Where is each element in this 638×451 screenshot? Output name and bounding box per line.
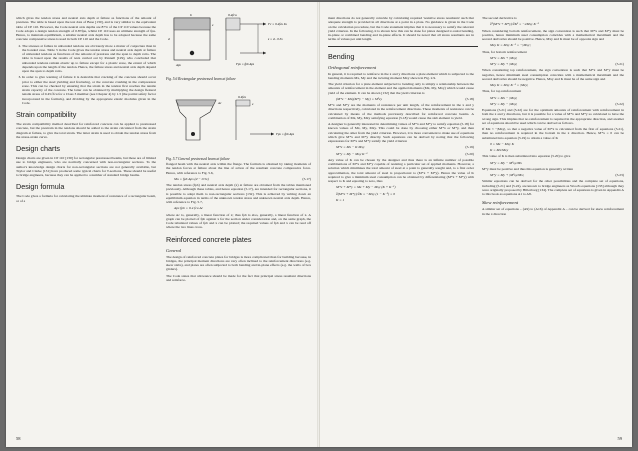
label-fps: Fps = fpb Aps xyxy=(236,62,255,66)
paragraph: ment directions do not generally coincide by calculating required 'resistive stress resultants' such that adequate strength is provided in all directions at a point in a plate. No guidance is given in the Code on the calculation procedure, but the Code statement implies that it is necessary to satisfy the relevant yield criterion. In the following, it is shown how this can be done for plates designed to resist bending, in-plane or combined bending and in-plane effects. It should be noted that all stress resultants are in terms of values per unit length. xyxy=(328,16,474,42)
paragraph: A similar set of equations – (A9) to (A16) of Appendix A – can be derived for skew reinforcement in the x direction xyxy=(482,207,624,216)
paragraph: The design of reinforced concrete plates for bridges is more complicated than for building because, in bridges, the principal moment directions are very often inclined to the reinforcement directions (e.g. skew slabs), and plates are often subjected to both bending and in-plane effects (e.g. the walls of box girders). xyxy=(166,254,311,272)
section-heading: Reinforced concrete plates xyxy=(166,234,252,244)
divider xyxy=(328,46,478,47)
equation: M*x = Mx − |Mxy| xyxy=(490,95,518,100)
figure-5-7 xyxy=(166,94,311,161)
label-b: b xyxy=(190,13,192,17)
left-column-1 xyxy=(16,16,156,205)
equation-5-17: Mu = fpb Aps (d − 0.5x) (5.17) xyxy=(174,176,311,181)
label-x: x xyxy=(212,23,214,27)
paragraph: Similar equations can be derived for the other possibilities and the complete set of equations, including (5.21) and (5.22), are known to bridge engineers as Wood's equations [133] although they were originally proposed by Hillerborg [134]. The complete set of equations is given in Appendix A to this book as equations A1 to A8. xyxy=(482,179,624,196)
section-heading: Bending xyxy=(328,51,355,61)
equation-5-20: M*y = My − Mxy K⁻¹ (5.20) xyxy=(336,151,474,156)
paragraph: Design charts are given in CP 110 [130] for rectangular prestressed beams, but these are of limited use to bridge engineers, who are normally concerned with non-rectangular sections. To the author's knowledge design charts for non-rectangular sections are not generally available, but Taylor and Clarke [131] have produced some typical charts for T-sections. These should be useful to bridge engineers, because they can be applied to a number of standard bridge beams. xyxy=(16,156,156,177)
figure-5-6 xyxy=(166,10,311,81)
paragraph: The yield criterion for a plate element subjected to bending only is simply a relationship between the amounts of reinforcement in the element and the applied moments (Mx, My, Mxy) which would cause yield of the element. It can be shown [132] that the yield criterion is xyxy=(328,82,474,95)
list-item: 3. In order to give warning of failure it is desirable that cracking of the concrete should occur prior to either the steel yielding and fracturing, or the concrete crushing in the compression zone. This can be checked by ensuring that the strain in the tendon first reaches the tensile strain capacity of the concrete. The latter can be obtained by multiplying the design flexural tensile stress of 0.45√fcu for a Class 3 member (see Chapter 4) by 1.5 (the partial safety factor incorporated in the formula), and dividing by the appropriate elastic modulus given in the Code. xyxy=(22,75,156,105)
label-x: x xyxy=(252,102,254,106)
label-fps: Fps = fpb Aps xyxy=(276,132,295,136)
paragraph: The tendon stress (fpb) and neutral axis depth (x) at failure are obtained from the tables mentioned previously. Although these tables, and hence equation (5.17), are intended for rectangular sections, it is possible to adapt them to non-rectangular sections [132]. This is achieved by writing down an equilibrium equation in terms of the unknown tendon stress and unknown neutral axis depth. Hence, with reference to Fig. 5.7, xyxy=(166,183,311,204)
equation: ∂²(M*x + M*y)/∂K² = −2Mxy K⁻³ xyxy=(490,22,539,27)
label-stress: 0.4fcu xyxy=(238,95,247,99)
equation: Mxy K = Mxy K⁻¹ = −|Mxy| xyxy=(490,43,531,48)
label-fc: Fc = 0.4fcu bx xyxy=(268,22,287,26)
numbered-list xyxy=(16,44,156,106)
paragraph: The Code gives a formula for calculating the ultimate moment of resistance of a rectangular beam, or of a xyxy=(16,194,156,203)
paragraph: Any value of K can be chosen by the designer and thus there is an infinite number of possible combinations of M*x and M*y capable of resisting a particular set of applied moments. However, a solution which minimises the total amount of steel at a point is generally sought and, to a first order approximation, the total amount of steel is proportional to (M*x + M*y). Hence the value of K required to give a minimum steel consumption can be obtained by differentiating (M*x + M*y) with respect to K and equating to zero, thus xyxy=(328,157,474,183)
label-z: z = d - 0.5x xyxy=(268,37,283,41)
equation: M*y = My − M²xy/Mx xyxy=(490,160,522,165)
page-number: 58 xyxy=(16,436,21,441)
equation: ∂(M*x + M*y)/∂K = −Mxy (1 − K⁻²) = 0 xyxy=(336,191,396,196)
equation-5-23: M*y = My + |M²xy/Mx| (5.23) xyxy=(490,173,624,177)
equation: Aps fpb = 0.4 fcu Ac xyxy=(174,206,204,211)
equation-5-19: M*x = Mx − K Mxy (5.19) xyxy=(336,145,474,150)
equation-5-18: (M*x − Mx)(M*y − My) = M²xy (5.18) xyxy=(336,96,474,101)
left-column-2 xyxy=(166,162,311,284)
paragraph: This value of K is then substituted into equation (5.20) to give xyxy=(482,154,571,159)
paragraph: Equations (5.21) and (5.22) are for the optimum amounts of reinforcement with reinforcement in both the x and y directions, but it is possible for a value of M*x and M*y so calculated to have the wrong sign. This implies that no reinforcement is required in the appropriate direction, and another set of equations should be used which can be derived as follows. xyxy=(482,108,624,125)
paragraph: M*y must be positive and thus this equation is generally written xyxy=(482,166,574,171)
paragraph: Thus, for top reinforcement xyxy=(482,89,522,94)
paragraph: A designer is generally interested in determining values of M*x and M*y to satisfy equation (5.18) for known values of Mx, My, Mxy. This could be done by choosing either M*x or M*y, and then calculating the other from the yield criterion. However, it is more convenient to make use of equations which give M*x and M*y directly. Such equations can be derived by noting that the following expressions for M*x and M*y satisfy the yield criterion xyxy=(328,122,474,143)
right-page xyxy=(320,2,632,447)
paragraph: flanged beam with the neutral axis within the flange. The formula is obtained by taking moments of the tendon forces at failure about the line of action of the resultant concrete compressive force. Hence, with reference to Fig. 5.6, xyxy=(166,162,311,175)
label-d: d xyxy=(168,37,170,41)
section-heading: Design formula xyxy=(16,182,65,192)
figure-caption: Fig. 5.6 Rectangular prestressed beam at failure xyxy=(166,77,236,81)
equation: Mxy K = Mxy K⁻¹ = |Mxy| xyxy=(490,83,529,87)
equation: M*x = Mx + |Mxy| xyxy=(490,55,518,60)
paragraph: The Code states that allowance should be made for the fact that principal stress resultant directions and reinforce- xyxy=(166,273,311,282)
right-column-2 xyxy=(482,16,624,218)
equation-5-22: M*y = My − |Mxy| (5.22) xyxy=(490,101,624,106)
subsection-heading: Orthogonal reinforcement xyxy=(328,64,377,70)
left-page xyxy=(6,2,318,447)
paragraph: M*x and M*y are the moments of resistance per unit length, of the reinforcement in the x and y directions respectively, calculated in the reinforcement directions. These moments of resistance can be calculated by means of the methods previously described for reinforced concrete beams. A combination of Mx, My, Mxy satisfying equation (5.18) would cause the slab element to yield. xyxy=(328,103,474,120)
subsection-heading: Skew reinforcement xyxy=(482,200,519,206)
paragraph: which gives the tendon stress and neutral axis depth at failure as functions of the amount of prestress. The table is based upon the test data of Base [130], and is very similar to the equivalent table of CP 110. However, the Code neutral axis depths are 87% of the CP 110 values because the Code adopts a design tendon strength of 0.87fpu, whilst CP 110 uses an ultimate strength of fpu. Hence, to maintain equilibrium, a smaller neutral axis depth has to be adopted because the same concrete compressive stress is used in both CP 110 and the Code. xyxy=(16,16,156,42)
beam-diagram xyxy=(166,10,311,70)
book-spread xyxy=(6,2,632,447)
figure-caption: Fig. 5.7 General prestressed beam at failure xyxy=(166,157,230,161)
list-item: 2. The stresses at failure in unbonded tendons are obviously more a matter of conjecture than in the bonded case. Table 3 in the Code gives the tendon stress and neutral axis depth at failure of unbonded tendons as functions of the amount of prestress and the span to depth ratio. The table is based upon the results of tests carried out by Pannell [129], who concluded that unbonded tendons remain elastic up to failure except for a plastic zone, the extent of which depends upon the length of the tendon. Hence, the failure stress and neutral axis depth depend upon the span to depth ratio. xyxy=(22,44,156,74)
paragraph: where Ac is, generally, a linear function of x; thus fpb is also, generally, a linear function of x. A graph can be plotted of fpb against x for the section under consideration and, on the same graph, the Code tabulated values of fpb and x can be plotted; the required values of fpb and x can be read off where the two lines cross. xyxy=(166,212,311,230)
equation: K = Mx/Mxy xyxy=(490,148,509,152)
label-stress: 0.4fcu xyxy=(228,13,237,17)
paragraph: When considering top reinforcement, the sign convention is such that M*x and M*y must be negative, hence minimum steel consumption coincides with a mathematical maximum and the second derivative should be negative. Hence, Mxy and K must be of the same sign and xyxy=(482,68,624,81)
paragraph: Thus, for bottom reinforcement xyxy=(482,49,527,54)
paragraph: When considering bottom reinforcement, the sign convention is such that M*x and M*y must be positive, hence minimum steel consumption coincides with a mathematical maximum and the second derivative should be positive. Hence, Mxy and K must be of opposite sign and xyxy=(482,28,624,41)
paragraph: If Mx < −|Mxy|, so that a negative value of M*x is calculated from the first of equations (5.21), then no reinforcement is required in the bottom in the x direction. Hence, M*x = 0 can be substituted into equation (5.19) to obtain a value of K xyxy=(482,127,624,140)
right-column-1 xyxy=(328,16,474,204)
equation: 0 = Mx − Mxy K xyxy=(490,141,514,146)
equation: K = 1 xyxy=(336,197,345,202)
equation-5-21: M*y = My + |Mxy| (5.21) xyxy=(490,62,624,66)
paragraph: The strain compatibility method described for reinforced concrete can be applied to prestressed concrete, but the prestrain in the tendons should be added to the strain calculated from the strain diagram at failure, to give the total strain. The latter strain is used to obtain the tendon stress from the stress-strain curve. xyxy=(16,122,156,139)
label-ac: Ac xyxy=(218,101,222,105)
section-heading: Strain compatibility xyxy=(16,110,77,119)
equation: M*x + M*y = Mx + My − Mxy (K + K⁻¹) xyxy=(336,185,396,190)
paragraph: In general, it is required to reinforce in the x and y directions a plate element which is subjected to the bending moments Mx, My and the twisting moment Mxy shown in Fig. 2.9. xyxy=(328,71,474,80)
label-aps: Aps xyxy=(176,63,181,67)
general-beam-diagram xyxy=(166,94,311,150)
page-number: 59 xyxy=(617,436,622,441)
paragraph: The second derivative is xyxy=(482,16,517,20)
section-heading: Design charts xyxy=(16,144,60,153)
subsection-heading: General xyxy=(166,247,182,253)
